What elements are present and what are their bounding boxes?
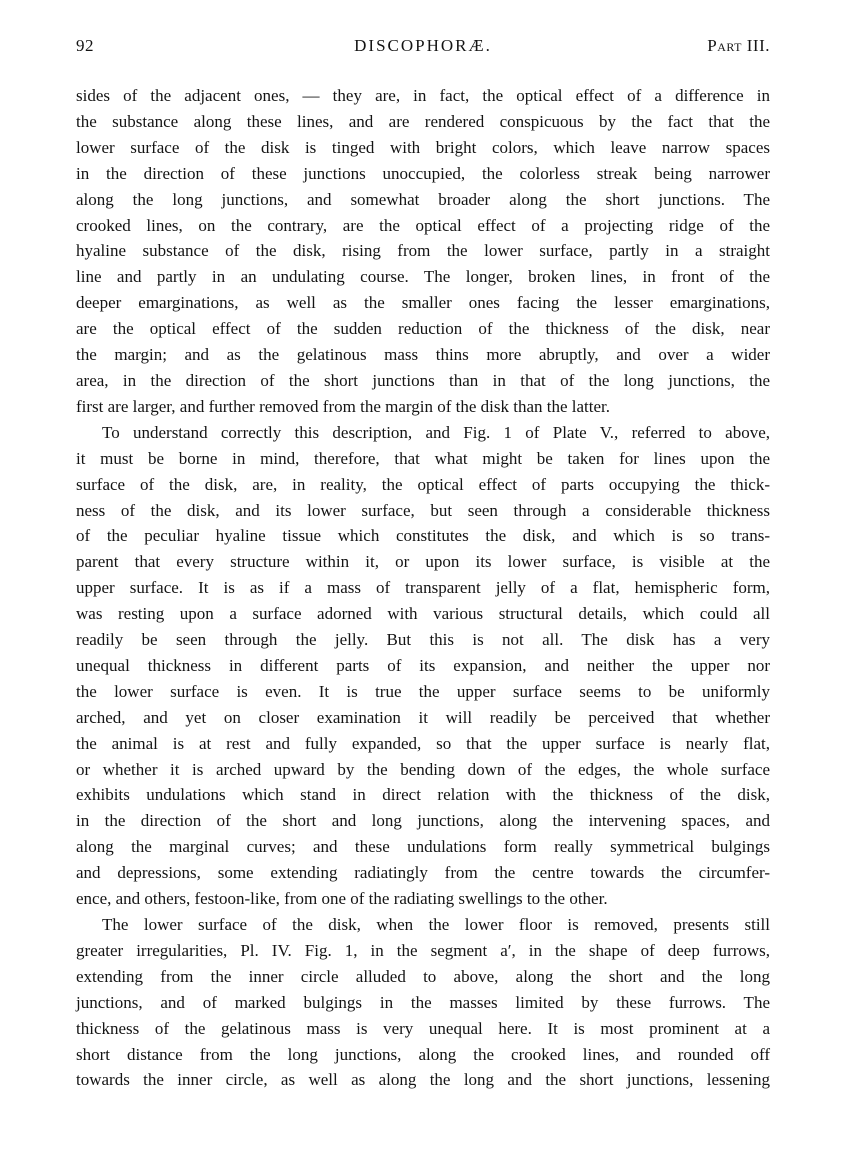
text-line: are the optical effect of the sudden reduction of the thickness of the disk, near [76,319,770,339]
text-line: junctions, and of marked bulgings in the masses limited by these furrows. The [76,992,770,1012]
text-line: hyaline substance of the disk, rising from the lower surface, partly in a straight [76,241,770,261]
text-line: The lower surface of the disk, when the lower floor is removed, presents still [102,915,770,934]
text-line: along the marginal curves; and these undulations form really symmetrical bulgings [76,837,770,857]
text-line: line and partly in an undulating course. The longer, broken lines, in front of the [76,267,770,287]
text-line: greater irregularities, Pl. IV. Fig. 1, in the segment a′, in the shape of deep furrows, [76,940,770,960]
text-line: towards the inner circle, as well as along the long and the short junctions, lessening [76,1070,770,1090]
text-line: and depressions, some extending radiatingly from the centre towards the circumfer- [76,863,770,883]
text-line: sides of the adjacent ones, — they are, in fact, the optical effect of a difference in [76,86,770,105]
paragraph [76,83,770,420]
text-line: arched, and yet on closer examination it will readily be perceived that whether [76,707,770,727]
text-line: in the direction of the short and long junctions, along the intervening spaces, and [76,811,770,831]
text-line: short distance from the long junctions, along the crooked lines, and rounded off [76,1044,770,1064]
text-line: along the long junctions, and somewhat broader along the short junctions. The [76,189,770,209]
paragraph [76,912,770,1093]
text-line: or whether it is arched upward by the bending down of the edges, the whole surface [76,759,770,779]
text-line: parent that every structure within it, or upon its lower surface, is visible at the [76,552,770,572]
text-line: upper surface. It is as if a mass of transparent jelly of a flat, hemispheric form, [76,578,770,598]
body-text [76,83,770,1093]
page [76,36,770,1093]
page-number: 92 [76,36,94,55]
text-line: extending from the inner circle alluded to above, along the short and the long [76,966,770,986]
text-line: ence, and others, festoon-like, from one of the radiating swellings to the other. [76,889,608,909]
text-line: of the peculiar hyaline tissue which constitutes the disk, and which is so trans- [76,526,770,546]
text-line: first are larger, and further removed from the margin of the disk than the latter. [76,396,611,416]
text-line: To understand correctly this description, and Fig. 1 of Plate V., referred to above, [102,422,770,442]
text-line: lower surface of the disk is tinged with bright colors, which leave narrow spaces [76,137,770,157]
paragraph [76,420,770,912]
text-line: the lower surface is even. It is true the upper surface seems to be uniformly [76,681,770,701]
text-line: crooked lines, on the contrary, are the optical effect of a projecting ridge of the [76,215,770,235]
text-line: exhibits undulations which stand in direct relation with the thickness of the disk, [76,785,770,805]
running-title: DISCOPHORÆ. [354,36,492,55]
running-header [76,36,770,66]
text-line: the animal is at rest and fully expanded, so that the upper surface is nearly flat, [76,733,770,753]
text-line: the substance along these lines, and are rendered conspicuous by the fact that the [76,111,770,131]
text-line: was resting upon a surface adorned with various structural details, which could all [76,604,770,624]
text-line: ness of the disk, and its lower surface, but seen through a considerable thickness [76,500,770,520]
text-line: readily be seen through the jelly. But this is not all. The disk has a very [76,630,770,650]
text-line: surface of the disk, are, in reality, the optical effect of parts occupying the thick- [76,474,770,494]
part-label: Part III. [707,36,770,55]
text-line: deeper emarginations, as well as the smaller ones facing the lesser emarginations, [76,293,770,313]
text-line: it must be borne in mind, therefore, that what might be taken for lines upon the [76,448,770,468]
text-line: unequal thickness in different parts of its expansion, and neither the upper nor [76,655,770,675]
text-line: area, in the direction of the short junctions than in that of the long junctions, the [76,370,770,390]
text-line: the margin; and as the gelatinous mass thins more abruptly, and over a wider [76,345,770,365]
text-line: in the direction of these junctions unoccupied, the colorless streak being narrower [76,163,770,183]
text-line: thickness of the gelatinous mass is very unequal here. It is most prominent at a [76,1018,770,1038]
